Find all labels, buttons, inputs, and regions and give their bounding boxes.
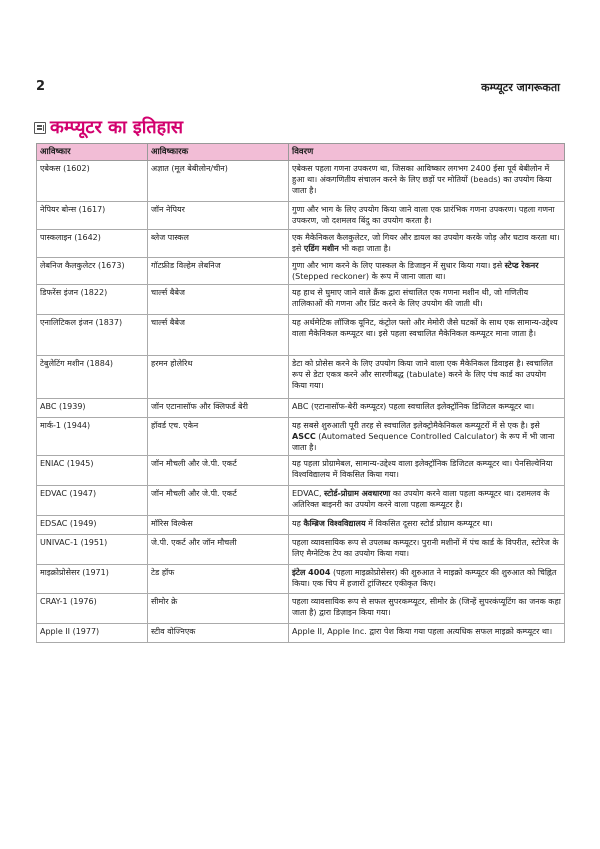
- section-heading: [34, 118, 183, 138]
- inventor-cell: चार्ल्स बैबेज: [148, 315, 289, 356]
- table-row: [37, 399, 565, 418]
- description-bold-term: इंटेल 4004: [292, 568, 331, 577]
- invention-cell: ABC (1939): [37, 399, 148, 418]
- description-bold-term: कैम्ब्रिज विश्वविद्यालय: [303, 519, 366, 528]
- invention-cell: टेबुलेटिंग मशीन (1884): [37, 356, 148, 399]
- description-text: (Automated Sequence Controlled Calculator) के रूप में भी जाना जाता है।: [292, 432, 555, 452]
- description-cell: Apple II, Apple Inc. द्वारा पेश किया गया पहला अत्यधिक सफल माइक्रो कम्प्यूटर था।: [289, 624, 565, 643]
- invention-cell: पास्कलाइन (1642): [37, 230, 148, 258]
- inventor-cell: जॉन एटानासॉफ और क्लिफर्ड बेरी: [148, 399, 289, 418]
- inventor-cell: अज्ञात (मूल बेबीलोन/चीन): [148, 161, 289, 202]
- table-row: [37, 456, 565, 486]
- inventor-cell: स्टीव वोज्निएक: [148, 624, 289, 643]
- description-bold-term: स्टोर्ड-प्रोग्राम अवधारणा: [324, 489, 391, 498]
- inventor-cell: जे.पी. एकर्ट और जॉन मौचली: [148, 535, 289, 565]
- table-row: [37, 315, 565, 356]
- description-bold-term: स्टेप्ड रेकनर: [504, 261, 539, 270]
- description-cell: पहला व्यावसायिक रूप से उपलब्ध कम्प्यूटर। पुरानी मशीनों में पंच कार्ड के विपरीत, स्टोरेज के लिए मैग्नेटिक टेप का उपयोग किया गया।: [289, 535, 565, 565]
- description-text: EDVAC,: [292, 489, 325, 498]
- invention-cell: UNIVAC-1 (1951): [37, 535, 148, 565]
- table-row: [37, 161, 565, 202]
- invention-cell: एबेकस (1602): [37, 161, 148, 202]
- description-text: में विकसित दूसरा स्टोर्ड प्रोग्राम कम्प्यूटर था।: [365, 519, 493, 528]
- description-bold-term: ASCC: [292, 432, 316, 441]
- description-text: यह सबसे शुरुआती पूरी तरह से स्वचालित इलेक्ट्रोमैकेनिकल कम्प्यूटरों में से एक है। इसे: [292, 421, 540, 430]
- invention-cell: लेबनिज कैलकुलेटर (1673): [37, 258, 148, 285]
- description-cell: [289, 565, 565, 594]
- description-cell: डेटा को प्रोसेस करने के लिए उपयोग किया जाने वाला एक मैकेनिकल डिवाइस है। स्वचालित रूप से डेटा एकत्र करने और सारणीबद्ध (tabulate) करने के लिए पंच कार्ड का उपयोग किया गया।: [289, 356, 565, 399]
- inventor-cell: हॉवर्ड एच. एकेन: [148, 418, 289, 456]
- table-row: [37, 285, 565, 315]
- description-cell: [289, 258, 565, 285]
- table-row: [37, 565, 565, 594]
- description-cell: एबेकस पहला गणना उपकरण था, जिसका आविष्कार लगभग 2400 ईसा पूर्व बेबीलोन में हुआ था। अंकगणितीय संचालन करने के लिए छड़ों पर मोतियों (beads) का उपयोग किया जाता है।: [289, 161, 565, 202]
- table-row: [37, 624, 565, 643]
- description-bold-term: एडिंग मशीन: [303, 244, 339, 253]
- description-cell: [289, 418, 565, 456]
- table-row: [37, 356, 565, 399]
- book-icon: [34, 122, 46, 134]
- table-row: [37, 418, 565, 456]
- inventor-cell: ब्लेज पास्कल: [148, 230, 289, 258]
- inventor-cell: जॉन नेपियर: [148, 202, 289, 230]
- invention-cell: EDVAC (1947): [37, 486, 148, 516]
- description-cell: पहला व्यावसायिक रूप से सफल सुपरकम्प्यूटर, सीमोर क्रे (जिन्हें सुपरकंप्यूटिंग का जनक कहा जाता है) द्वारा डिज़ाइन किया गया।: [289, 594, 565, 624]
- invention-cell: मार्क-1 (1944): [37, 418, 148, 456]
- running-head: कम्प्यूटर जागरूकता: [481, 81, 560, 94]
- history-table: [36, 143, 565, 643]
- table-header-row: [37, 144, 565, 161]
- invention-cell: ENIAC (1945): [37, 456, 148, 486]
- invention-cell: EDSAC (1949): [37, 516, 148, 535]
- column-header-invention: आविष्कार: [37, 144, 148, 161]
- section-title: कम्प्यूटर का इतिहास: [50, 117, 184, 138]
- inventor-cell: जॉन मौचली और जे.पी. एकर्ट: [148, 456, 289, 486]
- table-row: [37, 202, 565, 230]
- table-row: [37, 258, 565, 285]
- invention-cell: CRAY-1 (1976): [37, 594, 148, 624]
- inventor-cell: गॉटफ्रीड विल्हेम लेबनिज: [148, 258, 289, 285]
- inventor-cell: टेड हॉफ: [148, 565, 289, 594]
- page-number: 2: [36, 79, 46, 94]
- inventor-cell: हरमन होलेरिथ: [148, 356, 289, 399]
- inventor-cell: सीमोर क्रे: [148, 594, 289, 624]
- description-cell: यह पहला प्रोग्रामेबल, सामान्य-उद्देश्य वाला इलेक्ट्रॉनिक डिजिटल कम्प्यूटर था। पेनसिल्वेनिया विश्वविद्यालय में विकसित किया गया।: [289, 456, 565, 486]
- inventor-cell: जॉन मौचली और जे.पी. एकर्ट: [148, 486, 289, 516]
- inventor-cell: चार्ल्स बैबेज: [148, 285, 289, 315]
- table-row: [37, 535, 565, 565]
- table-row: [37, 594, 565, 624]
- column-header-description: विवरण: [289, 144, 565, 161]
- description-cell: यह हाथ से घुमाए जाने वाले क्रैंक द्वारा संचालित एक गणना मशीन थी, जो गणितीय तालिकाओं की गणना और प्रिंट करने के लिए उपयोग की जाती थी।: [289, 285, 565, 315]
- description-cell: [289, 516, 565, 535]
- invention-cell: नेपियर बोन्स (1617): [37, 202, 148, 230]
- description-text: का उपयोग करने वाला पहला कम्प्यूटर था। दशमलव के अतिरिक्त बाइनरी का उपयोग करने वाला पहला कम्प्यूटर है।: [292, 489, 550, 509]
- invention-cell: एनालिटिकल इंजन (1837): [37, 315, 148, 356]
- inventor-cell: मॉरिस विल्केस: [148, 516, 289, 535]
- table-row: [37, 230, 565, 258]
- table-row: [37, 516, 565, 535]
- invention-cell: Apple II (1977): [37, 624, 148, 643]
- description-text: (पहला माइक्रोप्रोसेसर) की शुरुआत ने माइक्रो कम्प्यूटर की शुरुआत को चिह्नित किया। एक चिप में हजारों ट्रांजिस्टर एकीकृत किए।: [292, 568, 557, 588]
- description-cell: [289, 486, 565, 516]
- column-header-inventor: आविष्कारक: [148, 144, 289, 161]
- description-cell: [289, 230, 565, 258]
- description-text: (Stepped reckoner) के रूप में जाना जाता था।: [292, 272, 446, 281]
- description-cell: गुणा और भाग के लिए उपयोग किया जाने वाला एक प्रारंभिक गणना उपकरण। पहला गणना उपकरण, जो दशमलव बिंदु का उपयोग करता है।: [289, 202, 565, 230]
- description-cell: ABC (एटानासॉफ-बेरी कम्प्यूटर) पहला स्वचालित इलेक्ट्रॉनिक डिजिटल कम्प्यूटर था।: [289, 399, 565, 418]
- table-row: [37, 486, 565, 516]
- description-text: एक मैकेनिकल कैलकुलेटर, जो गियर और डायल का उपयोग करके जोड़ और घटाव करता था। इसे: [292, 233, 560, 253]
- description-text: यह: [292, 519, 304, 528]
- invention-cell: डिफरेंस इंजन (1822): [37, 285, 148, 315]
- description-cell: यह अर्थमेटिक लॉजिक यूनिट, कंट्रोल फ्लो और मेमोरी जैसे घटकों के साथ एक सामान्य-उद्देश्य वाला मैकेनिकल कम्प्यूटर था। इसे पहला स्वचालित मैकेनिकल कम्प्यूटर माना जाता है।: [289, 315, 565, 356]
- invention-cell: माइक्रोप्रोसेसर (1971): [37, 565, 148, 594]
- description-text: गुणा और भाग करने के लिए पास्कल के डिजाइन में सुधार किया गया। इसे: [292, 261, 505, 270]
- description-text: भी कहा जाता है।: [338, 244, 391, 253]
